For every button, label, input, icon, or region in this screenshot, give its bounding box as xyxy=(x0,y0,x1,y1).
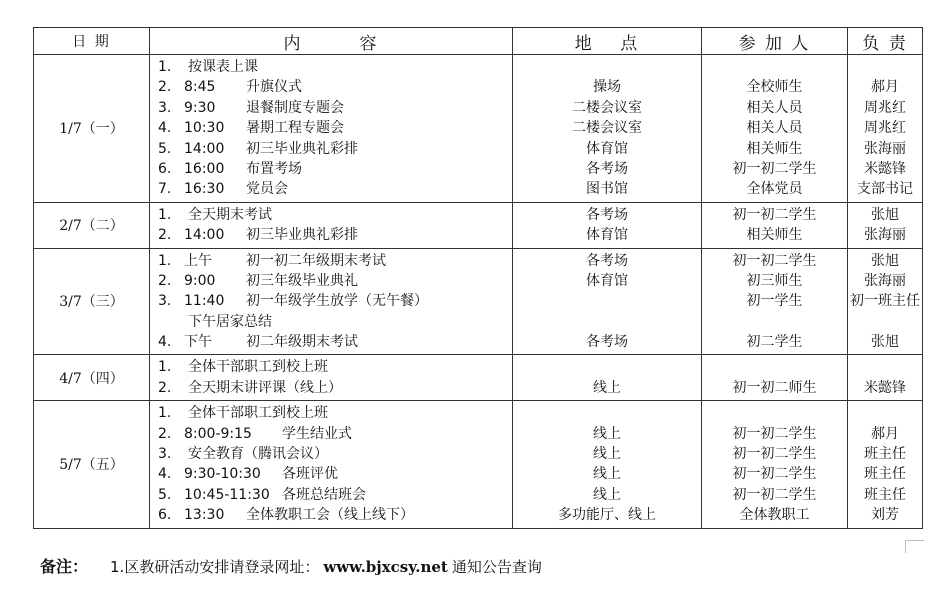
item-time: 9:30 xyxy=(184,99,216,116)
item-number: 2. xyxy=(158,227,172,244)
item-time: 下午 xyxy=(184,334,212,351)
content-line xyxy=(150,378,512,398)
item-time: 16:00 xyxy=(184,160,225,177)
item-text: 全天期末讲评课（线上） xyxy=(188,379,342,396)
participants-cell xyxy=(702,401,848,528)
content-line xyxy=(150,403,512,423)
content-line xyxy=(150,291,512,311)
content-cell xyxy=(150,55,513,203)
content-cell xyxy=(150,248,513,355)
place-cell xyxy=(513,355,702,401)
participants-line: 初一初二学生 xyxy=(732,425,817,442)
responsible-line xyxy=(848,357,922,377)
item-number: 1. xyxy=(158,405,172,422)
footnote-url[interactable]: www.bjxcsy.net xyxy=(323,558,448,576)
item-text: 全天期末考试 xyxy=(188,206,272,223)
place-line xyxy=(513,403,701,423)
item-number: 6. xyxy=(158,507,172,524)
item-text: 全体教职工会（线上线下） xyxy=(246,507,414,524)
responsible-line xyxy=(848,403,922,423)
item-text: 按课表上课 xyxy=(188,59,258,75)
content-line xyxy=(150,485,512,505)
page-corner-mark xyxy=(905,540,924,553)
item-number: 4. xyxy=(158,466,172,483)
item-text: 党员会 xyxy=(246,181,288,198)
participants-line xyxy=(702,403,847,423)
participants-cell xyxy=(702,355,848,401)
item-time: 11:40 xyxy=(184,293,225,310)
footnote-text: 1.区教研活动安排请登录网址： xyxy=(110,558,320,576)
header-place: 地 点 xyxy=(513,28,702,55)
content-line xyxy=(150,118,512,138)
item-number: 3. xyxy=(158,99,172,116)
content-line xyxy=(150,225,512,245)
responsible-line: 张旭 xyxy=(871,206,899,223)
table-row xyxy=(34,248,923,355)
item-number: 4. xyxy=(158,120,172,137)
participants-cell xyxy=(702,202,848,248)
item-time: 16:30 xyxy=(184,181,225,198)
participants-line: 初二学生 xyxy=(746,334,803,351)
item-time: 8:00-9:15 xyxy=(184,425,252,442)
participants-line xyxy=(702,57,847,77)
item-text: 初二年级期末考试 xyxy=(246,334,358,351)
date-cell: 3/7（三） xyxy=(34,248,150,355)
item-text: 安全教育（腾讯会议） xyxy=(188,446,328,463)
content-line xyxy=(150,271,512,291)
date-cell: 2/7（二） xyxy=(34,202,150,248)
responsible-line: 初一班主任 xyxy=(850,293,920,310)
footnote-label: 备注： xyxy=(40,557,89,576)
item-text: 升旗仪式 xyxy=(246,79,302,96)
place-line: 线上 xyxy=(593,446,621,463)
item-time: 13:30 xyxy=(184,507,225,524)
item-time: 上午 xyxy=(184,252,212,269)
item-text: 下午居家总结 xyxy=(188,313,272,330)
footnote-text-after: 通知公告查询 xyxy=(451,558,542,576)
header-participants: 参 加 人 xyxy=(702,28,848,55)
responsible-cell xyxy=(848,55,923,203)
responsible-cell xyxy=(848,355,923,401)
table-row xyxy=(34,55,923,203)
responsible-line: 郝月 xyxy=(871,425,899,442)
item-time: 8:45 xyxy=(184,79,216,96)
table-row xyxy=(34,202,923,248)
place-line xyxy=(513,357,701,377)
date-cell: 5/7（五） xyxy=(34,401,150,528)
place-line: 图书馆 xyxy=(586,181,628,198)
item-text: 全体干部职工到校上班 xyxy=(188,359,328,376)
responsible-line: 张海丽 xyxy=(864,140,906,157)
place-line: 多功能厅、线上 xyxy=(558,507,656,524)
participants-line: 初一初二学生 xyxy=(732,486,817,503)
content-cell xyxy=(150,401,513,528)
place-line: 各考场 xyxy=(586,206,628,223)
item-number: 4. xyxy=(158,334,172,351)
responsible-cell xyxy=(848,202,923,248)
place-line: 线上 xyxy=(593,379,621,396)
item-time: 14:00 xyxy=(184,227,225,244)
place-line: 二楼会议室 xyxy=(572,99,642,116)
item-number: 7. xyxy=(158,181,172,198)
participants-line xyxy=(702,312,847,332)
content-line xyxy=(150,357,512,377)
content-cell xyxy=(150,355,513,401)
item-text: 初一年级学生放学（无午餐） xyxy=(246,293,428,310)
table-row xyxy=(34,401,923,528)
item-text: 布置考场 xyxy=(246,160,302,177)
participants-line: 初一学生 xyxy=(746,293,803,310)
responsible-cell xyxy=(848,248,923,355)
item-time: 10:45-11:30 xyxy=(184,486,270,503)
content-line xyxy=(150,57,512,77)
responsible-line: 班主任 xyxy=(864,486,906,503)
item-text: 初三毕业典礼彩排 xyxy=(246,227,358,244)
item-text: 全体干部职工到校上班 xyxy=(188,405,328,422)
participants-line: 初一初二学生 xyxy=(732,160,817,177)
responsible-line: 米懿锋 xyxy=(864,379,906,396)
item-text: 初三毕业典礼彩排 xyxy=(246,140,358,157)
responsible-line: 郝月 xyxy=(871,79,899,96)
content-line xyxy=(150,205,512,225)
participants-line: 初一初二学生 xyxy=(732,252,817,269)
item-time: 10:30 xyxy=(184,120,225,137)
place-cell xyxy=(513,401,702,528)
place-line: 线上 xyxy=(593,425,621,442)
item-text: 各班总结班会 xyxy=(282,486,366,503)
item-text: 退餐制度专题会 xyxy=(246,99,344,116)
weekly-schedule-table xyxy=(33,27,923,529)
content-line xyxy=(150,332,512,352)
responsible-line: 支部书记 xyxy=(857,181,913,198)
participants-line: 相关师生 xyxy=(746,140,803,157)
item-time: 14:00 xyxy=(184,140,225,157)
place-cell xyxy=(513,55,702,203)
place-line: 线上 xyxy=(593,486,621,503)
participants-line: 初一初二学生 xyxy=(732,206,817,223)
responsible-cell xyxy=(848,401,923,528)
item-number: 1. xyxy=(158,59,172,75)
place-line: 各考场 xyxy=(586,160,628,177)
responsible-line: 周兆红 xyxy=(864,120,906,137)
participants-line xyxy=(702,357,847,377)
place-line: 线上 xyxy=(593,466,621,483)
item-number: 1. xyxy=(158,252,172,269)
place-cell xyxy=(513,248,702,355)
header-responsible: 负 责 xyxy=(848,28,923,55)
content-line xyxy=(150,312,512,332)
place-line: 二楼会议室 xyxy=(572,120,642,137)
item-text: 初三年级毕业典礼 xyxy=(246,272,358,289)
place-line: 体育馆 xyxy=(586,272,628,289)
item-number: 2. xyxy=(158,425,172,442)
item-number: 2. xyxy=(158,79,172,96)
responsible-line: 班主任 xyxy=(864,446,906,463)
content-line xyxy=(150,251,512,271)
item-text: 初一初二年级期末考试 xyxy=(246,252,386,269)
participants-line: 相关人员 xyxy=(746,99,803,116)
content-line xyxy=(150,179,512,199)
participants-line: 初一初二学生 xyxy=(732,446,817,463)
responsible-line xyxy=(848,57,922,77)
item-number: 2. xyxy=(158,272,172,289)
place-cell xyxy=(513,202,702,248)
responsible-line: 周兆红 xyxy=(864,99,906,116)
participants-line: 相关人员 xyxy=(746,120,803,137)
table-row xyxy=(34,355,923,401)
place-line xyxy=(513,291,701,311)
participants-line: 全体教职工 xyxy=(739,507,810,524)
content-line xyxy=(150,159,512,179)
item-number: 5. xyxy=(158,486,172,503)
participants-line: 初一初二师生 xyxy=(732,379,817,396)
content-line xyxy=(150,77,512,97)
item-number: 2. xyxy=(158,379,172,396)
date-cell: 4/7（四） xyxy=(34,355,150,401)
participants-line: 全校师生 xyxy=(746,79,803,96)
place-line: 体育馆 xyxy=(586,227,628,244)
participants-line: 初三师生 xyxy=(746,272,803,289)
content-line xyxy=(150,98,512,118)
content-line xyxy=(150,139,512,159)
content-line xyxy=(150,464,512,484)
content-line xyxy=(150,424,512,444)
item-time: 9:00 xyxy=(184,272,216,289)
responsible-line: 张旭 xyxy=(871,334,899,351)
responsible-line xyxy=(848,312,922,332)
responsible-line: 刘芳 xyxy=(871,507,899,524)
responsible-line: 张旭 xyxy=(871,252,899,269)
place-line: 各考场 xyxy=(586,252,628,269)
content-line xyxy=(150,444,512,464)
responsible-line: 班主任 xyxy=(864,466,906,483)
item-number: 1. xyxy=(158,359,172,376)
place-line xyxy=(513,57,701,77)
item-time: 9:30-10:30 xyxy=(184,466,261,483)
participants-cell xyxy=(702,55,848,203)
content-line xyxy=(150,505,512,525)
responsible-line: 米懿锋 xyxy=(864,160,906,177)
place-line: 各考场 xyxy=(586,334,628,351)
item-number: 3. xyxy=(158,293,172,310)
item-number: 3. xyxy=(158,446,172,463)
table-header-row xyxy=(34,28,923,55)
item-number: 1. xyxy=(158,206,172,223)
place-line: 体育馆 xyxy=(586,140,628,157)
header-content: 内 容 xyxy=(150,28,513,55)
place-line xyxy=(513,312,701,332)
header-date: 日 期 xyxy=(34,28,150,55)
content-cell xyxy=(150,202,513,248)
footnote xyxy=(40,554,542,577)
participants-line: 相关师生 xyxy=(746,227,803,244)
place-line: 操场 xyxy=(593,79,621,96)
item-text: 暑期工程专题会 xyxy=(246,120,344,137)
item-number: 6. xyxy=(158,160,172,177)
item-text: 学生结业式 xyxy=(282,425,352,442)
item-number: 5. xyxy=(158,140,172,157)
item-text: 各班评优 xyxy=(282,466,338,483)
date-cell: 1/7（一） xyxy=(34,55,150,203)
participants-cell xyxy=(702,248,848,355)
participants-line: 初一初二学生 xyxy=(732,466,817,483)
participants-line: 全体党员 xyxy=(746,181,803,198)
responsible-line: 张海丽 xyxy=(864,227,906,244)
responsible-line: 张海丽 xyxy=(864,272,906,289)
